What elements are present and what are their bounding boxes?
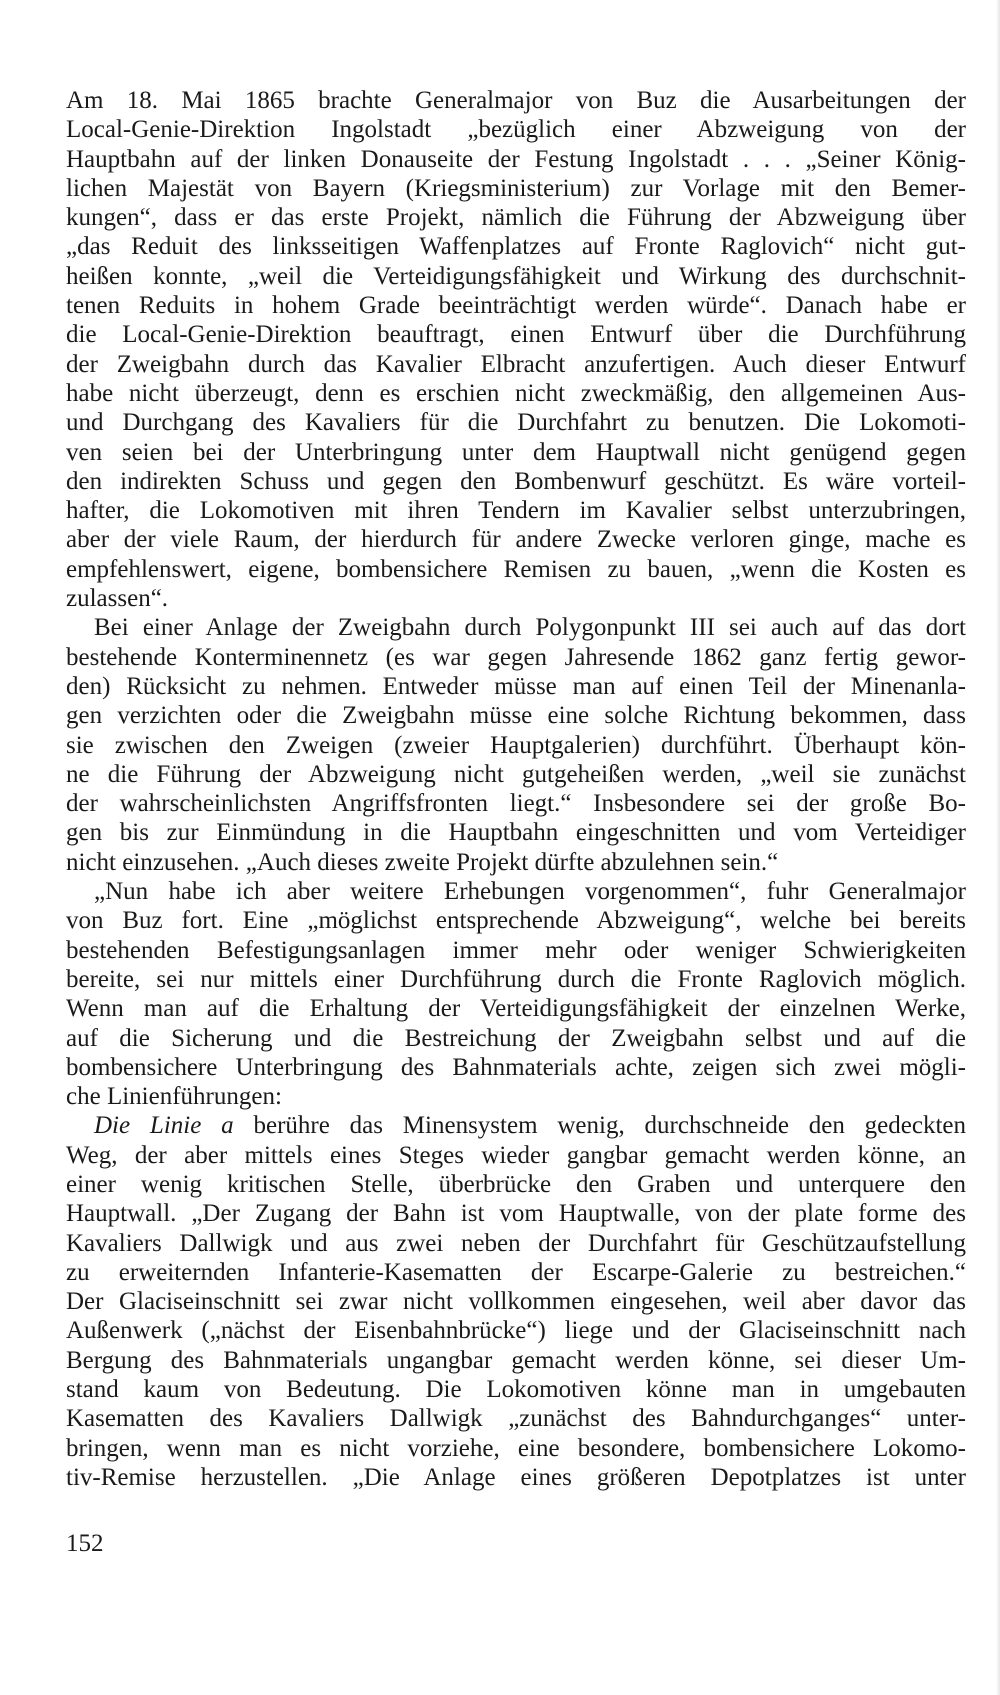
text-line: den) Rücksicht zu nehmen. Entweder müsse man auf einen Teil der Minenanla- xyxy=(66,672,966,700)
text-line: und Durchgang des Kavaliers für die Durchfahrt zu benutzen. Die Lokomoti- xyxy=(66,409,966,437)
text-line: che Linienführungen: xyxy=(66,1083,282,1111)
text-line: Weg, der aber mittels eines Steges wieder gangbar gemacht werden könne, an xyxy=(66,1141,966,1169)
text-line: gen verzichten oder die Zweigbahn müsse eine solche Richtung bekommen, dass xyxy=(66,702,966,730)
text-line: zu erweiternden Infanterie-Kasematten der Escarpe-Galerie zu bestreichen.“ xyxy=(66,1258,966,1286)
text-line: der Zweigbahn durch das Kavalier Elbracht anzufertigen. Auch dieser Entwurf xyxy=(66,350,966,378)
text-line: Local-Genie-Direktion Ingolstadt „bezüglich einer Abzweigung von der xyxy=(66,116,966,144)
text-line: stand kaum von Bedeutung. Die Lokomotiven könne man in umgebauten xyxy=(66,1376,966,1404)
text-line: lichen Majestät von Bayern (Kriegsministerium) zur Vorlage mit den Bemer- xyxy=(66,174,966,202)
text-line: sie zwischen den Zweigen (zweier Hauptgalerien) durchführt. Überhaupt kön- xyxy=(66,731,966,759)
text-line: Hauptbahn auf der linken Donauseite der Festung Ingolstadt . . . „Seiner König- xyxy=(66,145,966,173)
text-line: habe nicht überzeugt, denn es erschien nicht zweckmäßig, den allgemeinen Aus- xyxy=(66,379,966,407)
text-line: bestehende Konterminennetz (es war gegen Jahresende 1862 ganz fertig gewor- xyxy=(66,643,966,671)
text-line: die Local-Genie-Direktion beauftragt, einen Entwurf über die Durchführung xyxy=(66,321,966,349)
text-line: Kavaliers Dallwigk und aus zwei neben der Durchfahrt für Geschützaufstellung xyxy=(66,1229,966,1257)
body-text xyxy=(66,86,966,1492)
text-line: ven seien bei der Unterbringung unter dem Hauptwall nicht genügend gegen xyxy=(66,438,966,466)
text-line: bombensichere Unterbringung des Bahnmaterials achte, zeigen sich zwei mögli- xyxy=(66,1053,966,1081)
text-run: berühre das Minensystem wenig, durchschneide den gedeckten xyxy=(233,1112,966,1140)
text-line: tenen Reduits in hohem Grade beeinträchtigt werden würde“. Danach habe er xyxy=(66,292,966,320)
italic-term: Die Linie a xyxy=(94,1112,234,1140)
page-number: 152 xyxy=(66,1530,104,1557)
text-line: aber der viele Raum, der hierdurch für andere Zwecke verloren ginge, mache es xyxy=(66,526,966,554)
text-line: empfehlenswert, eigene, bombensichere Remisen zu bauen, „wenn die Kosten es xyxy=(66,555,966,583)
text-line: kungen“, dass er das erste Projekt, nämlich die Führung der Abzweigung über xyxy=(66,204,966,232)
text-line: der wahrscheinlichsten Angriffsfronten liegt.“ Insbesondere sei der große Bo- xyxy=(66,790,966,818)
text-line: von Buz fort. Eine „möglichst entsprechende Abzweigung“, welche bei bereits xyxy=(66,907,966,935)
text-line: einer wenig kritischen Stelle, überbrücke den Graben und unterquere den xyxy=(66,1170,966,1198)
text-line: „das Reduit des linksseitigen Waffenplatzes auf Fronte Raglovich“ nicht gut- xyxy=(66,233,966,261)
text-line: Der Glaciseinschnitt sei zwar nicht vollkommen eingesehen, weil aber davor das xyxy=(66,1288,966,1316)
text-line: heißen konnte, „weil die Verteidigungsfähigkeit und Wirkung des durchschnit- xyxy=(66,262,966,290)
text-line: Außenwerk („nächst der Eisenbahnbrücke“) liege und der Glaciseinschnitt nach xyxy=(66,1317,966,1345)
text-line: auf die Sicherung und die Bestreichung der Zweigbahn selbst und auf die xyxy=(66,1024,966,1052)
text-line: Am 18. Mai 1865 brachte Generalmajor von Buz die Ausarbeitungen der xyxy=(66,87,966,114)
text-line: Hauptwall. „Der Zugang der Bahn ist vom Hauptwalle, von der plate forme des xyxy=(66,1200,966,1228)
text-line: zulassen“. xyxy=(66,585,169,613)
text-line: „Nun habe ich aber weitere Erhebungen vorgenommen“, fuhr Generalmajor xyxy=(94,878,966,906)
text-line: ne die Führung der Abzweigung nicht gutgeheißen werden, „weil sie zunächst xyxy=(66,760,966,788)
text-line: den indirekten Schuss und gegen den Bombenwurf geschützt. Es wäre vorteil- xyxy=(66,467,966,495)
page-edge-shadow xyxy=(996,0,1000,1695)
text-line: Kasematten des Kavaliers Dallwigk „zunächst des Bahndurchganges“ unter- xyxy=(66,1405,966,1433)
text-line: gen bis zur Einmündung in die Hauptbahn eingeschnitten und vom Verteidiger xyxy=(66,819,966,847)
text-line: bestehenden Befestigungsanlagen immer mehr oder weniger Schwierigkeiten xyxy=(66,936,966,964)
text-line xyxy=(66,1111,966,1140)
text-line: bringen, wenn man es nicht vorziehe, eine besondere, bombensichere Lokomo- xyxy=(66,1434,966,1462)
text-line: tiv-Remise herzustellen. „Die Anlage eines größeren Depotplatzes ist unter xyxy=(66,1463,966,1491)
text-line: bereite, sei nur mittels einer Durchführung durch die Fronte Raglovich möglich. xyxy=(66,965,966,993)
text-line: Bei einer Anlage der Zweigbahn durch Polygonpunkt III sei auch auf das dort xyxy=(94,614,966,642)
text-line: hafter, die Lokomotiven mit ihren Tendern im Kavalier selbst unterzubringen, xyxy=(66,497,966,525)
text-line: nicht einzusehen. „Auch dieses zweite Projekt dürfte abzulehnen sein.“ xyxy=(66,848,779,876)
text-line: Wenn man auf die Erhaltung der Verteidigungsfähigkeit der einzelnen Werke, xyxy=(66,995,966,1023)
text-line: Bergung des Bahnmaterials ungangbar gemacht werden könne, sei dieser Um- xyxy=(66,1346,966,1374)
